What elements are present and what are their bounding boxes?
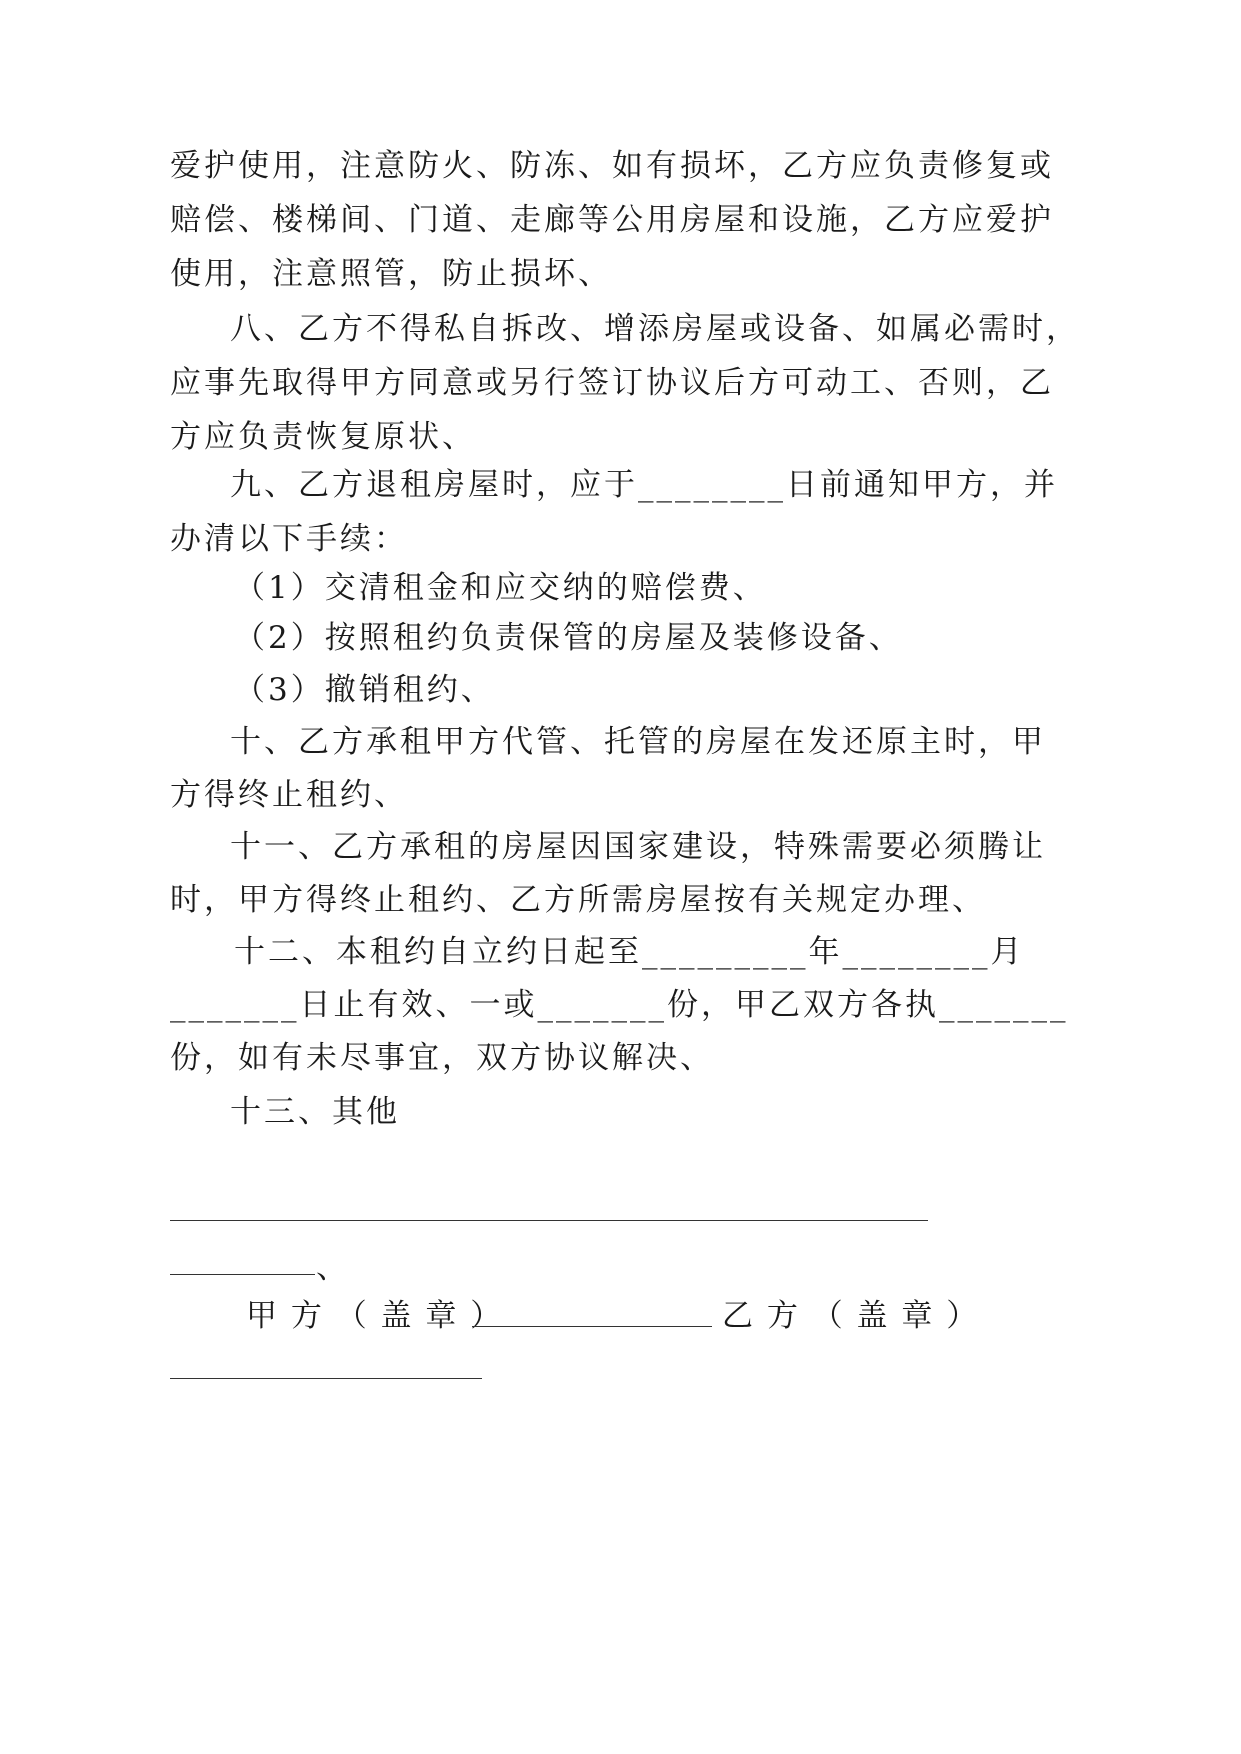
party-b-seal-label: 乙 方 （ 盖 章 ）	[722, 1298, 980, 1334]
party-a-signature-line	[472, 1326, 712, 1327]
clause-8-line-2: 应事先取得甲方同意或另行签订协议后方可动工、否则，乙	[170, 365, 1054, 401]
clause-9-item-3: （3）撤销租约、	[234, 672, 495, 708]
clause-13-blank-line-2	[170, 1274, 315, 1275]
clause-9-line-1: 九、乙方退租房屋时，应于________日前通知甲方，并	[230, 467, 1058, 503]
clause-8-line-1: 八、乙方不得私自拆改、增添房屋或设备、如属必需时，	[230, 311, 1080, 347]
clause-13-end-mark: 、	[316, 1250, 347, 1286]
clause-12-line-2: _______日止有效、一或_______份，甲乙双方各执_______	[170, 987, 1069, 1023]
clause-13-line-1: 十三、其他	[230, 1094, 400, 1130]
clause-10-line-1: 十、乙方承租甲方代管、托管的房屋在发还原主时，甲	[230, 724, 1046, 760]
clause-12-line-1: 十二、本租约自立约日起至_________年________月	[234, 934, 1025, 970]
clause-9-line-2: 办清以下手续：	[170, 521, 408, 557]
text-line-1: 爱护使用，注意防火、防冻、如有损坏，乙方应负责修复或	[170, 148, 1054, 184]
clause-8-line-3: 方应负责恢复原状、	[170, 419, 476, 455]
clause-13-blank-line-1	[170, 1220, 928, 1221]
clause-11-line-1: 十一、乙方承租的房屋因国家建设，特殊需要必须腾让	[230, 829, 1046, 865]
clause-12-line-3: 份，如有未尽事宜，双方协议解决、	[170, 1040, 714, 1076]
clause-11-line-2: 时，甲方得终止租约、乙方所需房屋按有关规定办理、	[170, 882, 986, 918]
text-line-2: 赔偿、楼梯间、门道、走廊等公用房屋和设施，乙方应爱护	[170, 202, 1054, 238]
clause-9-item-1: （1）交清租金和应交纳的赔偿费、	[234, 570, 767, 606]
party-b-signature-line	[170, 1378, 482, 1379]
clause-9-item-2: （2）按照租约负责保管的房屋及装修设备、	[234, 620, 903, 656]
clause-10-line-2: 方得终止租约、	[170, 777, 408, 813]
party-a-seal-label: 甲 方 （ 盖 章 ）	[246, 1298, 504, 1334]
text-line-3: 使用，注意照管，防止损坏、	[170, 256, 612, 292]
